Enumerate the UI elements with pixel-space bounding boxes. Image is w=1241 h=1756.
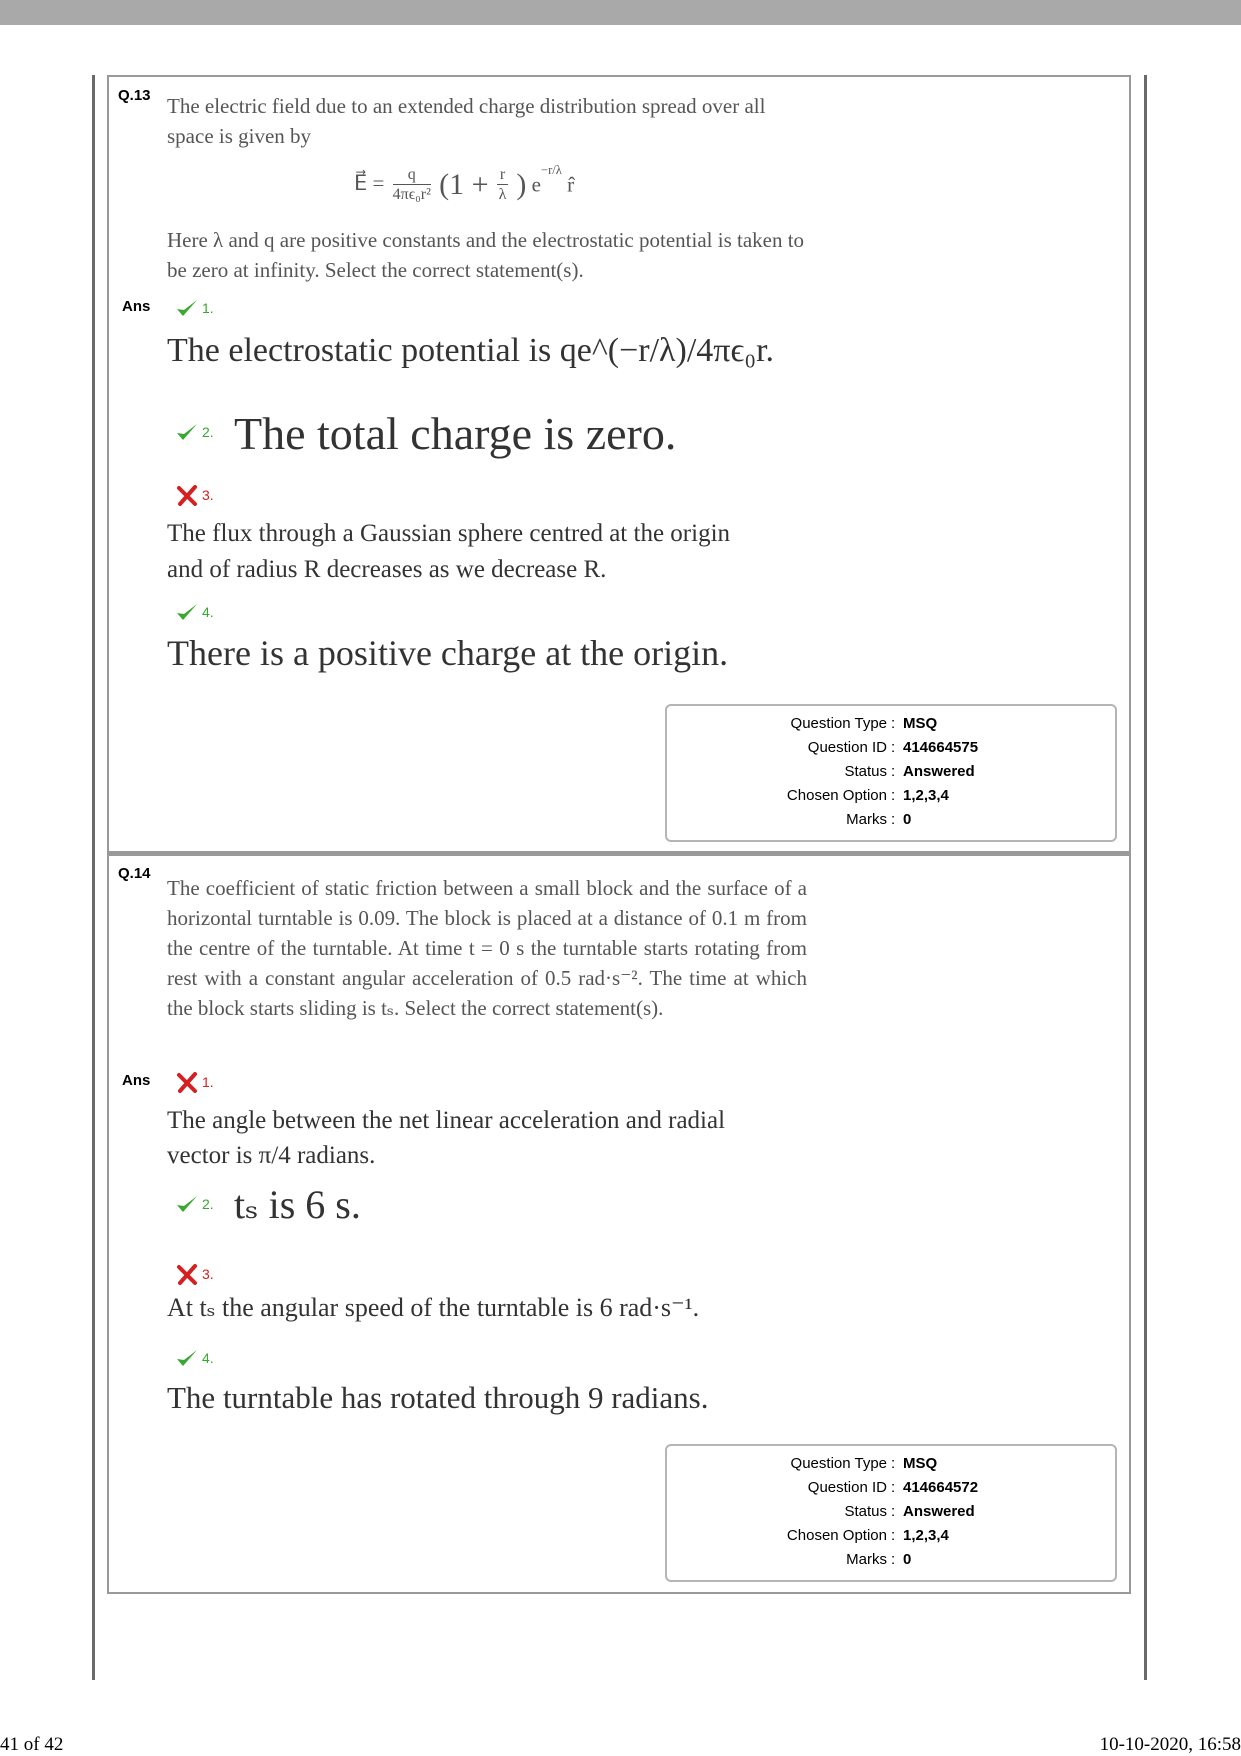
option-4-marker <box>175 599 214 625</box>
page-left-rule <box>92 75 95 1680</box>
check-icon <box>175 1193 199 1215</box>
option-2-marker <box>175 1191 214 1217</box>
option-number: 2. <box>202 424 214 440</box>
check-icon <box>175 421 199 443</box>
option-3-marker <box>175 482 214 508</box>
cross-icon <box>175 484 199 506</box>
field-formula <box>354 163 574 205</box>
meta-label: Question Type <box>790 1455 887 1472</box>
check-icon <box>175 601 199 623</box>
option-number: 2. <box>202 1196 214 1212</box>
formula-rhat: r̂ <box>561 172 575 197</box>
meta-value: 1,2,3,4 <box>903 1527 949 1544</box>
meta-label: Status <box>844 763 887 780</box>
meta-label: Marks <box>846 1551 887 1568</box>
meta-label: Chosen Option <box>786 1527 887 1544</box>
meta-question-id: Question ID : 414664572 <box>667 1476 1115 1500</box>
meta-status: Status : Answered <box>667 760 1115 784</box>
option-4-text: The turntable has rotated through 9 radians. <box>167 1380 709 1415</box>
meta-value: Answered <box>903 1503 975 1520</box>
cross-icon <box>175 1263 199 1285</box>
meta-value: 0 <box>903 811 912 828</box>
page-number: 41 of 42 <box>0 1734 64 1755</box>
option-1-marker <box>175 1069 214 1095</box>
question-text: The electric field due to an extended charge distribution spread over all space is given by <box>167 94 766 148</box>
meta-label: Status <box>844 1503 887 1520</box>
answer-label: Ans <box>122 298 151 315</box>
formula-bracket-open: (1 + <box>439 168 489 202</box>
option-1-marker <box>175 295 214 321</box>
check-icon <box>175 297 199 319</box>
meta-marks: Marks : 0 <box>667 808 1115 832</box>
meta-chosen-option: Chosen Option : 1,2,3,4 <box>667 784 1115 808</box>
meta-status: Status : Answered <box>667 1500 1115 1524</box>
question-meta-box <box>665 1444 1117 1582</box>
page-right-rule <box>1144 75 1147 1680</box>
option-1-text-line-2: vector is π/4 radians. <box>167 1142 376 1169</box>
option-3-marker <box>175 1261 214 1287</box>
meta-value: Answered <box>903 763 975 780</box>
option-number: 1. <box>202 1074 214 1090</box>
formula-bracket-close: ) <box>516 168 527 202</box>
meta-marks: Marks : 0 <box>667 1548 1115 1572</box>
option-2-marker <box>175 419 214 445</box>
meta-value: 414664572 <box>903 1479 979 1496</box>
meta-question-type: Question Type : MSQ <box>667 1452 1115 1476</box>
meta-question-type: Question Type : MSQ <box>667 712 1115 736</box>
question-number: Q.13 <box>118 87 151 104</box>
option-number: 4. <box>202 604 214 620</box>
meta-label: Marks <box>846 811 887 828</box>
option-1-text: The angle between the net linear acceleration and radial <box>167 1107 726 1134</box>
meta-value: MSQ <box>903 715 938 732</box>
meta-question-id: Question ID : 414664575 <box>667 736 1115 760</box>
option-number: 4. <box>202 1350 214 1366</box>
option-3-text-line-2: and of radius R decreases as we decrease R. <box>167 556 607 583</box>
option-2-text: The total charge is zero. <box>234 408 677 459</box>
answer-label: Ans <box>122 1072 151 1089</box>
formula-fraction-2 <box>497 166 508 205</box>
formula-fraction <box>393 166 431 205</box>
option-3-text: At tₛ the angular speed of the turntable is 6 rad·s⁻¹. <box>167 1293 700 1322</box>
print-datetime: 10-10-2020, 16:58 <box>1099 1734 1241 1755</box>
option-number: 1. <box>202 300 214 316</box>
option-2-text: tₛ is 6 s. <box>234 1182 361 1227</box>
meta-value: 414664575 <box>903 739 979 756</box>
option-number: 3. <box>202 487 214 503</box>
question-text: The coefficient of static friction between a small block and the surface of a horizontal turntable is 0.09. The block is placed at a distance of 0.1 m from the centre of the turntable. At time t = 0 s the turntable starts rotating from rest with a constant angular acceleration of 0.5 rad·s⁻². The time at which the block starts sliding is tₛ. Select the correct statement(s). <box>167 876 807 1020</box>
meta-label: Question ID <box>807 739 887 756</box>
meta-label: Question Type <box>790 715 887 732</box>
cross-icon <box>175 1071 199 1093</box>
top-bar <box>0 0 1241 25</box>
meta-chosen-option: Chosen Option : 1,2,3,4 <box>667 1524 1115 1548</box>
formula-lhs: E⃗ = <box>354 171 385 195</box>
option-4-marker <box>175 1345 214 1371</box>
option-3-text: The flux through a Gaussian sphere centred at the origin <box>167 520 731 547</box>
formula-exp-power: −r/λ <box>540 163 562 177</box>
meta-label: Question ID <box>807 1479 887 1496</box>
meta-label: Chosen Option <box>786 787 887 804</box>
option-4-text: There is a positive charge at the origin. <box>167 633 729 673</box>
option-1-text: The electrostatic potential is qe^(−r/λ)/4πϵ₀r. <box>167 332 775 369</box>
meta-value: 0 <box>903 1551 912 1568</box>
formula-denominator-2: λ <box>498 185 507 203</box>
option-number: 3. <box>202 1266 214 1282</box>
question-text-continued: Here λ and q are positive constants and the electrostatic potential is taken to be zero at infinity. Select the correct statement(s). <box>167 228 805 282</box>
question-14-panel <box>107 856 1131 1594</box>
question-meta-box <box>665 704 1117 842</box>
check-icon <box>175 1347 199 1369</box>
question-13-panel <box>107 75 1131 855</box>
meta-value: 1,2,3,4 <box>903 787 949 804</box>
formula-denominator: 4πϵ₀r² <box>392 185 431 203</box>
formula-numerator: q <box>393 166 431 185</box>
formula-numerator-2: r <box>497 166 508 185</box>
formula-exp: e <box>531 172 541 197</box>
meta-value: MSQ <box>903 1455 938 1472</box>
question-number: Q.14 <box>118 865 151 882</box>
